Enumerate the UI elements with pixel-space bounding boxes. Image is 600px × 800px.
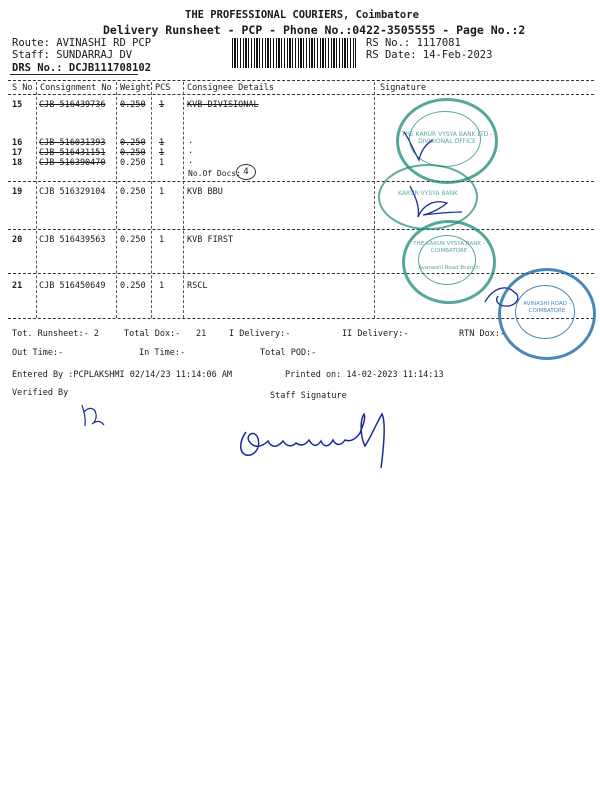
row-details: RSCL: [187, 281, 208, 291]
row-pcs: 1: [159, 148, 165, 158]
total-dox-value: 21: [196, 329, 207, 339]
row-sno: 16: [12, 138, 23, 148]
row-weight: 0.250: [120, 100, 146, 110]
rscl-stamp: [498, 268, 596, 360]
no-of-docs-label: No.Of Docs:: [188, 169, 241, 178]
row-sno: 17: [12, 148, 23, 158]
row-sno: 15: [12, 100, 23, 110]
i-delivery: I Delivery:-: [229, 329, 291, 339]
row-details: KVB FIRST: [187, 235, 234, 245]
row-details: .: [188, 156, 194, 166]
tot-runsheet: Tot. Runsheet:- 2: [12, 329, 99, 339]
row-pcs: 1: [159, 187, 165, 197]
printed-on: Printed on: 14-02-2023 11:14:13: [285, 370, 444, 380]
col-pcs: PCS: [155, 83, 171, 93]
col-weight: Weight: [120, 83, 151, 93]
row-weight: 0.250: [120, 187, 146, 197]
staff-signature-label: Staff Signature: [270, 391, 347, 401]
rtn-dox: RTN Dox:-: [459, 329, 506, 339]
row-consignment: CJB 516390470: [39, 158, 106, 168]
row-pcs: 1: [159, 138, 165, 148]
kvb-bbu-stamp-text: KARUR VYSYA BANK: [397, 190, 458, 197]
row-weight: 0.250: [120, 158, 146, 168]
row-details: .: [188, 136, 194, 146]
no-of-docs-value: 4: [236, 164, 256, 180]
row-pcs: 1: [159, 100, 165, 110]
in-time: In Time:-: [139, 348, 186, 358]
kvb-divisional-stamp-text: THE KARUR VYSYA BANK LTD - DIVISIONAL OFFICE: [401, 131, 493, 145]
rs-date: RS Date: 14-Feb-2023: [366, 49, 493, 61]
row-consignment: CJB 516329104: [39, 187, 106, 197]
row-weight: 0.250: [120, 235, 146, 245]
row-pcs: 1: [159, 158, 165, 168]
rs-number: RS No.: 1117081: [366, 37, 461, 49]
kvb-first-stamp-text: THE KARUR VYSYA BANK - COIMBATORE: [413, 241, 485, 254]
out-time: Out Time:-: [12, 348, 64, 358]
row-pcs: 1: [159, 281, 165, 291]
staff-signature: [241, 414, 385, 468]
verified-by: Verified By: [12, 388, 69, 398]
row-weight: 0.250: [120, 138, 146, 148]
verified-initials: [82, 405, 104, 426]
row-consignment: CJB 516431151: [39, 148, 106, 158]
ii-delivery: II Delivery:-: [342, 329, 409, 339]
rscl-stamp-text: AVINASHI ROAD - COIMBATORE: [523, 301, 571, 314]
col-consignee: Consignee Details: [187, 83, 274, 93]
row-consignment: CJB 516439736: [39, 100, 106, 110]
staff-label: Staff: SUNDARRAJ DV: [12, 49, 133, 61]
kvb-first-stamp: [402, 220, 496, 304]
col-consignment: Consignment No: [40, 83, 112, 93]
col-signature: Signature: [380, 83, 427, 93]
company-title: THE PROFESSIONAL COURIERS, Coimbatore: [185, 9, 419, 21]
row-consignment: CJB 516450649: [39, 281, 106, 291]
route-label: Route: AVINASHI RD PCP: [12, 37, 152, 49]
total-pod: Total POD:-: [260, 348, 317, 358]
row-sno: 21: [12, 281, 23, 291]
runsheet-title: Delivery Runsheet - PCP - Phone No.:0422-3505555 - Page No.:2: [103, 23, 526, 37]
drs-number: DRS No.: DCJB111708102: [12, 62, 152, 74]
col-sno: S No: [12, 83, 33, 93]
row-sno: 20: [12, 235, 23, 245]
entered-by: Entered By :PCPLAKSHMI 02/14/23 11:14:06 AM: [12, 370, 233, 380]
kvb-bbu-stamp: [378, 164, 478, 230]
row-weight: 0.250: [120, 148, 146, 158]
row-details: KVB DIVISIONAL: [187, 100, 259, 110]
row-consignment: CJB 516439563: [39, 235, 106, 245]
row-sno: 18: [12, 158, 23, 168]
row-consignment: CJB 516031393: [39, 138, 106, 148]
row-pcs: 1: [159, 235, 165, 245]
row-sno: 19: [12, 187, 23, 197]
row-details: .: [188, 146, 194, 156]
kvb-first-branch-text: Avanashi Road Branch: [418, 265, 480, 271]
row-details: KVB BBU: [187, 187, 223, 197]
row-weight: 0.250: [120, 281, 146, 291]
total-dox-label: Total Dox:-: [124, 329, 181, 339]
